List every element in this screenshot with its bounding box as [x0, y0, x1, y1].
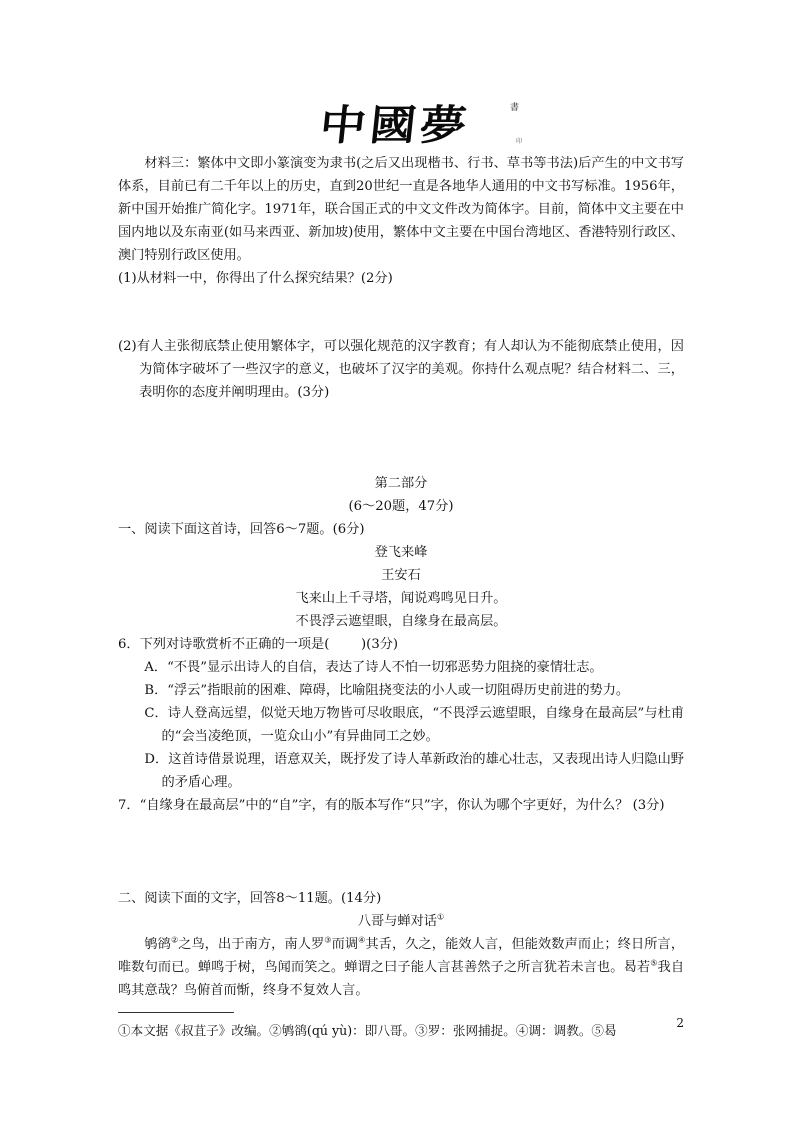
section-one-heading: 一、阅读下面这首诗，回答6～7题。(6分)	[118, 522, 365, 537]
question-7: 7．“自缘身在最高层”中的“自”字，有的版本写作“只”字，你认为哪个字更好，为什么？ (3分)	[118, 798, 665, 813]
footnote-text: ①本文据《叔苴子》改编。②鸲鹆(qú yù)：即八哥。③罗：张网捕捉。④调：调教。⑤曷	[118, 1023, 617, 1038]
logo-seal-small: 印	[516, 138, 523, 145]
prose-text-b: 之鸟，出于南方，南人罗	[178, 937, 325, 952]
material-three-paragraph: 材料三：繁体中文即小篆演变为隶书(之后又出现楷书、行书、草书等书法)后产生的中文书写体系，目前已有二千年以上的历史，直到20世纪一直是各地华人通用的中文书写标准。1956年，新中国开始推广简化字。1971年，联合国正式的中文文件改为简体字。目前，简体中文主要在中国内地以及东南亚(如马来西亚、新加坡)使用，繁体中文主要在中国台湾地区、香港特别行政区、澳门特别行政区使用。	[118, 156, 684, 263]
prose-text-e: 我自鸣其意哉？鸟俯首而惭，终身不复效人言。	[118, 960, 685, 998]
header-calligraphy-logo	[317, 96, 523, 154]
question-6-option-d: D．这首诗借景说理，语意双关，既抒发了诗人革新政治的雄心壮志，又表现出诗人归隐山野的矛盾心理。	[144, 752, 684, 790]
page-number: 2	[676, 1016, 684, 1030]
prose-title-text: 八哥与蝉对话	[357, 914, 437, 929]
question-6-stem	[118, 633, 684, 656]
poem-title: 登飞来峰	[374, 545, 428, 560]
prose-title	[118, 910, 684, 933]
prose-text-d: 其舌，久之，能效人言，但能效数声而止；终日所言，唯数句而已。蝉鸣于树，鸟闻而笑之。蝉谓之曰子能人言甚善然子之所言犹若未言也。曷若	[118, 937, 685, 975]
prose-paragraph	[118, 933, 684, 1002]
footnote-marker-2: ②	[170, 935, 179, 945]
prose-text-a: 鸲鹆	[144, 937, 171, 952]
footnote-marker-3: ③	[324, 935, 332, 945]
footnote-divider	[118, 1012, 234, 1013]
answer-space-2	[118, 404, 684, 472]
prose-text-c: 而调	[331, 937, 359, 952]
question-6-stem-end: )(3分)	[361, 637, 399, 652]
answer-space-7	[118, 817, 684, 887]
section-two-heading: 二、阅读下面的文字，回答8～11题。(14分)	[118, 891, 382, 906]
poem-line-2: 不畏浮云遮望眼，自缘身在最高层。	[295, 614, 507, 629]
question-1: (1)从材料一中，你得出了什么探究结果？(2分)	[118, 271, 393, 286]
logo-seal-text: 書	[508, 102, 518, 111]
question-6-stem-start: 6．下列对诗歌赏析不正确的一项是(	[118, 637, 330, 652]
main-content	[118, 152, 684, 1042]
answer-space-1	[118, 290, 684, 335]
question-6-option-a: A．“不畏”显示出诗人的自信，表达了诗人不怕一切邪恶势力阻挠的豪情壮志。	[144, 660, 603, 675]
footnote-marker-5: ⑤	[650, 958, 658, 968]
poem-author: 王安石	[381, 568, 421, 583]
question-2: (2)有人主张彻底禁止使用繁体字，可以强化规范的汉字教育；有人却认为不能彻底禁止使用，因为简体字破坏了一些汉字的意义，也破坏了汉字的美观。你持什么观点呢？结合材料二、三，表明你的态度并阐明理由。(3分)	[118, 339, 684, 400]
part-two-subtitle: (6～20题，47分)	[348, 499, 454, 514]
logo-calligraphy: 中國夢	[317, 100, 473, 150]
footnote-marker-4: ④	[358, 935, 366, 945]
footnote-marker-1: ①	[436, 912, 445, 922]
part-two-title: 第二部分	[374, 476, 428, 491]
poem-line-1: 飞来山上千寻塔，闻说鸡鸣见日升。	[295, 591, 507, 606]
question-6-option-b: B．“浮云”指眼前的困难、障碍，比喻阻挠变法的小人或一切阻碍历史前进的势力。	[144, 683, 630, 698]
question-6-option-c: C．诗人登高远望，似觉天地万物皆可尽收眼底，“不畏浮云遮望眼，自缘身在最高层”与杜甫的“会当凌绝顶，一览众山小”有异曲同工之妙。	[144, 706, 684, 744]
